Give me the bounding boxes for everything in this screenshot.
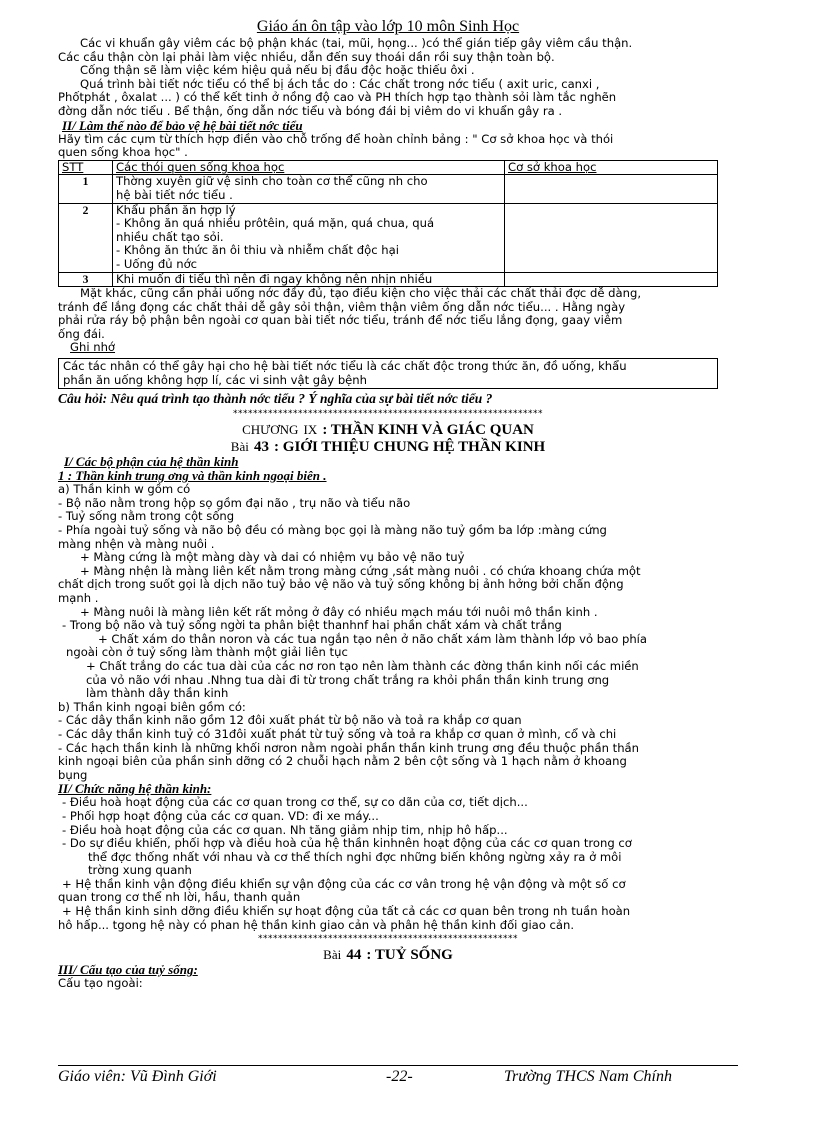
paragraph-line: a) Thần kinh w gồm có — [58, 482, 191, 497]
paragraph-line: mạnh . — [58, 591, 99, 605]
paragraph-line: - Trong bộ não và tuỷ sống ngời ta phân biệt thanhnf hai phần chất xám và chất trắng — [62, 618, 562, 633]
cell-line: hệ bài tiết nớc tiểu . — [116, 187, 233, 202]
row-stt: 3 — [59, 272, 113, 287]
paragraph-line: phải rửa ráy bộ phận bên ngoài cơ quan bài tiết nớc tiểu, tránh để nớc tiểu lắng đọng, gaay viêm — [58, 313, 623, 328]
paragraph-line: + Chất trắng do các tua dài của các nơ ron tạo nên làm thành các đờng thần kinh nối các miền — [86, 658, 639, 673]
paragraph-line: Các vi khuẩn gây viêm các bộ phận khác (tai, mũi, họng... )có thể gián tiếp gây viêm cầu thận. — [80, 36, 633, 50]
paragraph-line: màng nhện và màng nuôi . — [58, 536, 215, 551]
note-line: phần ăn uống không hợp lí, các vi sinh vật gây bệnh — [63, 372, 368, 387]
paragraph-line: + Hệ thần kinh vận động điều khiển sự vận động của các cơ vân trong hệ vận động và một số cơ — [62, 876, 626, 891]
table-row — [59, 203, 718, 272]
paragraph-line: Hãy tìm các cụm từ thích hợp điền vào chỗ trống để hoàn chỉnh bảng : " Cơ sở khoa học và thói — [58, 131, 614, 146]
paragraph-line: Phốtphát , ôxalat ... ) có thể kết tinh ở nồng độ cao và PH thích hợp tạo thành sỏi làm tắc nghẽn — [58, 90, 617, 105]
cell-line: nhiều chất tạo sỏi. — [116, 229, 224, 244]
paragraph-line: bụng — [58, 767, 88, 782]
section-heading: I/ Các bộ phận của hệ thần kinh — [64, 454, 239, 470]
star-divider: **************************************************** — [258, 934, 518, 945]
list-item: - Do sự điều khiển, phối hợp và điều hoà của hệ thần kinhnên hoạt động của các cơ quan trong cơ — [62, 836, 632, 851]
paragraph-line: Các cầu thận còn lại phải làm việc nhiều, dẫn đến suy thoái dần rồi suy thận toàn bộ. — [58, 49, 555, 64]
paragraph-line: + Màng cứng là một màng dày và dai có nhiệm vụ bảo vệ não tuỷ — [80, 550, 465, 565]
paragraph-line: hô hấp... tgong hệ này có phan hệ thần kinh giao cản và phân hệ thần kinh đối giao cản. — [58, 917, 575, 932]
footer-teacher: Giáo viên: Vũ Đình Giới — [58, 1068, 217, 1085]
table-row — [59, 175, 718, 203]
paragraph-line: - Phía ngoài tuỷ sống và não bộ đều có màng bọc gọi là màng não tuỷ gồm ba lớp :màng cứng — [58, 523, 607, 538]
lesson-name: : GIỚI THIỆU CHUNG HỆ THẦN KINH — [274, 439, 546, 456]
row-basis — [505, 203, 718, 272]
lesson-title — [58, 946, 718, 963]
lesson-label: Bài — [230, 439, 249, 455]
lesson-number: 44 — [346, 947, 362, 964]
row-stt: 1 — [59, 175, 113, 203]
list-item-cont: trờng xung quanh — [88, 863, 192, 878]
paragraph-line: kinh ngoại biên của phần sinh dỡng có 2 chuỗi hạch nằm 2 bên cột sống và 1 hạch nằm ở khoang — [58, 754, 627, 769]
paragraph-line: + Hệ thần kinh sinh dỡng điều khiển sự hoạt động của tất cả các cơ quan bên trong nh tuần hoàn — [62, 904, 631, 919]
cell-line: Thờng xuyên giữ vệ sinh cho toàn cơ thể cũng nh cho — [116, 174, 428, 189]
paragraph-line: + Màng nuôi là màng liên kết rất mỏng ở đây có nhiều mạch máu tới nuôi mô thần kinh . — [80, 604, 598, 619]
chapter-name: : THẦN KINH VÀ GIÁC QUAN — [322, 422, 534, 439]
header-stt: STT — [59, 160, 113, 175]
paragraph-line: chất dịch trong suốt gọi là dịch não tuỷ bảo vệ não và tuỷ sống không bị ảnh hởng bởi chấn động — [58, 577, 624, 592]
paragraph-line: quen sống khoa học" . — [58, 145, 188, 160]
note-label: Ghi nhớ — [70, 340, 116, 355]
paragraph-line: Quá trình bài tiết nớc tiểu có thể bị ách tắc do : Các chất trong nớc tiểu ( axit uric, canxi , — [80, 76, 600, 91]
chapter-label: CHƯƠNG — [242, 422, 299, 438]
paragraph-line: quan trong cơ thể nh lời, hầu, thanh quản — [58, 890, 301, 905]
list-item-cont: thể đợc thống nhất với nhau và cơ thể thích nghi đợc những biến không ngừng xảy ra ở môi — [88, 849, 622, 864]
row-basis — [505, 175, 718, 203]
section-heading: III/ Cấu tạo của tuỷ sống: — [58, 962, 198, 978]
note-line: Các tác nhân có thể gây hại cho hệ bài tiết nớc tiểu là các chất độc trong thức ăn, đồ uống, khẩu — [63, 359, 627, 374]
paragraph-line: - Các dây thần kinh não gồm 12 đôi xuất phát từ bộ não và toả ra khắp cơ quan — [58, 713, 522, 728]
paragraph-line: - Tuỷ sống nằm trong cột sống — [58, 509, 235, 524]
cell-line: - Không ăn quá nhiều prôtêin, quá mặn, quá chua, quá — [116, 216, 435, 231]
list-item: - Điều hoà hoạt động của các cơ quan. Nh tăng giảm nhịp tim, nhịp hô hấp... — [62, 822, 508, 837]
paragraph-line: ống đái. — [58, 326, 105, 341]
habits-table — [58, 160, 718, 287]
paragraph-line: ngoài còn ở tuỷ sống làm thành một giải liên tục — [66, 645, 348, 660]
subsection-heading: 1 : Thần kinh trung ơng và thần kinh ngoại biên . — [58, 468, 327, 484]
paragraph-line: b) Thần kinh ngoại biên gồm có: — [58, 699, 246, 714]
cell-line: Khi muốn đi tiểu thì nên đi ngay không nên nhịn nhiều — [116, 271, 433, 286]
section-heading: II/ Chức năng hệ thần kinh: — [58, 781, 212, 797]
lesson-label: Bài — [323, 947, 342, 963]
lesson-name: : TUỶ SỐNG — [366, 947, 453, 964]
row-habit — [113, 175, 505, 203]
chapter-title — [58, 421, 718, 438]
page-footer — [58, 1065, 738, 1090]
row-habit — [113, 203, 505, 272]
lesson-title — [58, 438, 718, 455]
paragraph-line: - Các dây thần kinh tuỷ có 31đôi xuất phát từ tuỷ sống và toả ra khắp cơ quan ở mình, cổ và chi — [58, 726, 617, 741]
note-box — [58, 358, 718, 389]
header-basis: Cơ sở khoa học — [505, 160, 718, 175]
paragraph-line: của vỏ não với nhau .Nhng tua dài đi từ trong chất trắng ra khỏi phần thần kinh trung ơng — [86, 672, 610, 687]
paragraph-line: + Chất xám do thân noron và các tua ngắn tạo nên ở não chất xám làm thành lớp vỏ bao phía — [98, 631, 648, 646]
row-habit — [113, 272, 505, 287]
chapter-number: IX — [303, 422, 318, 438]
section-heading: II/ Làm thế nào để bảo vệ hệ bài tiết nớc tiểu — [62, 117, 303, 133]
list-item: - Điều hoà hoạt động của các cơ quan trong cơ thể, sự co dãn của cơ, tiết dịch... — [62, 795, 528, 810]
lesson-number: 43 — [253, 439, 269, 456]
star-divider: ************************************************************** — [233, 409, 543, 420]
paragraph-line: Cấu tạo ngoài: — [58, 976, 143, 991]
page-header: Giáo án ôn tập vào lớp 10 môn Sinh Học — [256, 18, 520, 35]
list-item: - Phối hợp hoạt động của các cơ quan. VD: đi xe máy... — [62, 808, 379, 823]
header-habits: Các thói quen sống khoa học — [113, 160, 505, 175]
cell-line: - Uống đủ nớc — [116, 256, 198, 271]
cell-line: - Không ăn thức ăn ôi thiu và nhiễm chất độc hại — [116, 243, 399, 258]
paragraph-line: + Màng nhện là màng liên kết nằm trong màng cứng ,sát màng nuôi . có chứa khoang chứa một — [80, 563, 641, 578]
paragraph-line: đờng dẫn nớc tiểu . Bể thận, ống dẫn nớc tiểu và bóng đái bị viêm do vi khuẩn gây ra . — [58, 103, 563, 118]
footer-school: Trường THCS Nam Chính — [504, 1068, 672, 1085]
cell-line: Khẩu phần ăn hợp lý — [116, 202, 236, 217]
row-stt: 2 — [59, 203, 113, 272]
paragraph-line: làm thành dây thần kinh — [86, 686, 229, 701]
paragraph-line: tránh để lắng đọng các chất thải dễ gây sỏi thận, viêm thận viêm ống dẫn nớc tiểu... . Hằng ngày — [58, 299, 626, 314]
paragraph-line: - Các hạch thần kinh là những khối nơron nằm ngoài phần thần kinh trung ơng đều thuộc phần thần — [58, 740, 640, 755]
paragraph-line: - Bộ não nằm trong hộp sọ gồm đại não , trụ não và tiểu não — [58, 495, 411, 510]
table-row — [59, 272, 718, 287]
table-header-row — [59, 160, 718, 175]
row-basis — [505, 272, 718, 287]
question: Câu hỏi: Nêu quá trình tạo thành nớc tiểu ? Ý nghĩa của sự bài tiết nớc tiểu ? — [58, 391, 493, 407]
paragraph-line: Mặt khác, cũng cần phải uống nớc đầy đủ, tạo điều kiện cho việc thải các chất thải đợc dễ dàng, — [80, 286, 642, 301]
paragraph-line: Cống thận sẽ làm việc kém hiệu quả nếu bị đầu độc hoặc thiếu ôxi . — [80, 63, 475, 78]
document-page — [58, 18, 718, 991]
footer-page-number: -22- — [386, 1068, 413, 1085]
